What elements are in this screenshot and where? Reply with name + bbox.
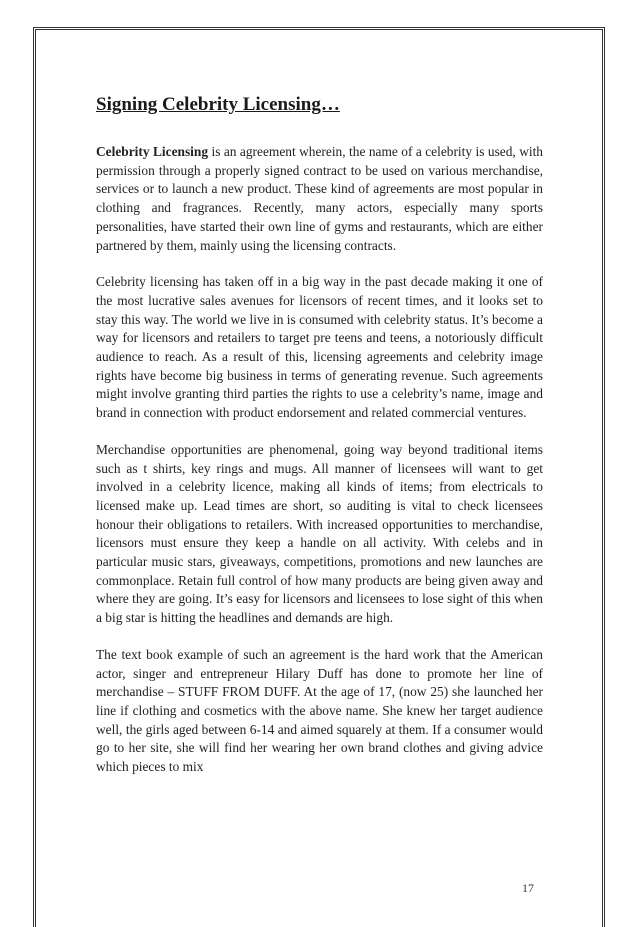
document-body: [96, 93, 543, 795]
page-title: Signing Celebrity Licensing…: [96, 94, 340, 115]
paragraph-merchandise: Merchandise opportunities are phenomenal, going way beyond traditional items such as t shirts, key rings and mugs. All manner of licensees will want to get involved in a celebrity licence, making all kinds of items; from electricals to licensed make up. Lead times are short, so auditing is vital to check licensees honour their obligations to retailers. With increased opportunities to merchandise, licensors must ensure they keep a handle on all activity. With celebs and in particular music stars, giveaways, competitions, promotions and new launches are commonplace. Retain full control of how many products are being given away and where they are going. It’s easy for licensors and licensees to lose sight of this when a big star is hitting the headlines and demands are high.: [96, 441, 543, 626]
paragraph-example: The text book example of such an agreement is the hard work that the American actor, singer and entrepreneur Hilary Duff has done to promote her line of merchandise – STUFF FROM DUFF. At the age of 17, (now 25) she launched her line if clothing and cosmetics with the above name. She knew her target audience well, the girls aged between 6-14 and aimed squarely at them. If a consumer would go to her site, she will find her wearing her own brand clothes and giving advice which pieces to mix: [96, 646, 543, 775]
paragraph-growth: Celebrity licensing has taken off in a big way in the past decade making it one of the most lucrative sales avenues for licensors of recent times, and it looks set to stay this way. The world we live in is consumed with celebrity status. It’s become a way for licensors and retailers to target pre teens and teens, a notoriously difficult audience to reach. As a result of this, licensing agreements and celebrity image rights have become big business in terms of generating revenue. Such agreements might involve granting third parties the rights to use a celebrity’s name, image and brand in connection with product endorsement and related commercial ventures.: [96, 274, 543, 421]
page-number: 17: [522, 881, 534, 895]
paragraph-intro-text: is an agreement wherein, the name of a celebrity is used, with permission through a properly signed contract to be used on various merchandise, services or to launch a new product. These kind of agreements are most popular in clothing and fragrances. Recently, many actors, especially many sports personalities, have started their own line of gyms and restaurants, which are either partnered by them, mainly using the licensing contracts.: [96, 144, 544, 253]
paragraph-intro: [96, 143, 543, 255]
term-celebrity-licensing: Celebrity Licensing: [96, 144, 209, 159]
